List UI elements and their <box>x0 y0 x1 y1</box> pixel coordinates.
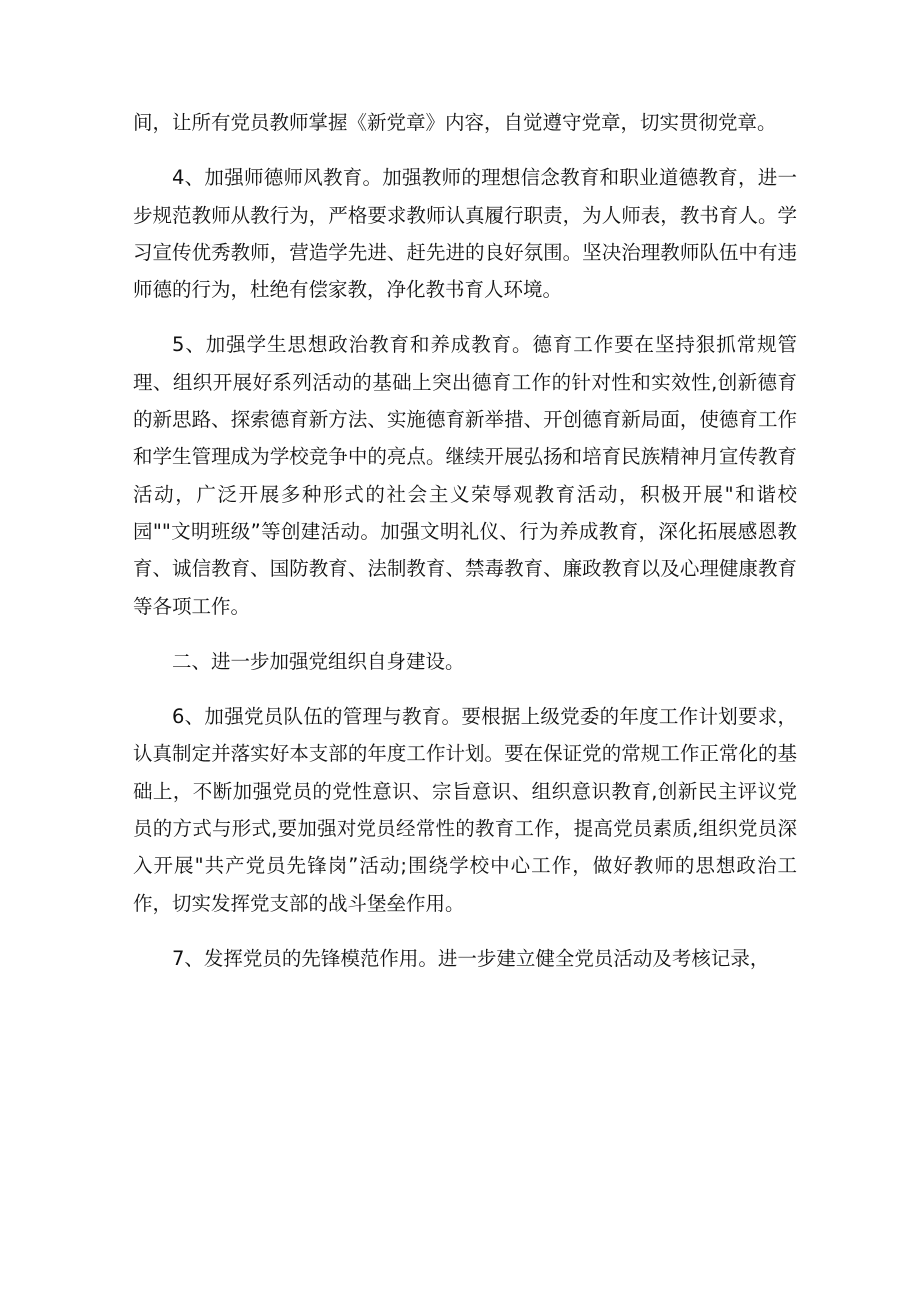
paragraph-item-5: 5、加强学生思想政治教育和养成教育。德育工作要在坚持狠抓常规管理、组织开展好系列活动的基础上突出德育工作的针对性和实效性,创新德育的新思路、探索德育新方法、实施德育新举措、开创德育新局面，使德育工作和学生管理成为学校竞争中的亮点。继续开展弘扬和培育民族精神月宣传教育活动，广泛开展多种形式的社会主义荣辱观教育活动，积极开展"和谐校园""文明班级”等创建活动。加强文明礼仪、行为养成教育，深化拓展感恩教育、诚信教育、国防教育、法制教育、禁毒教育、廉政教育以及心理健康教育等各项工作。 <box>133 333 797 618</box>
paragraph-item-7: 7、发挥党员的先锋模范作用。进一步建立健全党员活动及考核记录， <box>172 946 770 970</box>
section-heading-2: 二、进一步加强党组织自身建设。 <box>172 649 465 673</box>
paragraph-continuation: 间，让所有党员教师掌握《新党章》内容，自觉遵守党章，切实贯彻党章。 <box>133 111 777 134</box>
paragraph-item-6: 6、加强党员队伍的管理与教育。要根据上级党委的年度工作计划要求，认真制定并落实好本支部的年度工作计划。要在保证党的常规工作正常化的基础上，不断加强党员的党性意识、宗旨意识、组织意识教育,创新民主评议党员的方式与形式,要加强对党员经常性的教育工作，提高党员素质,组织党员深入开展"共产党员先锋岗”活动;围绕学校中心工作，做好教师的思想政治工作，切实发挥党支部的战斗堡垒作用。 <box>133 705 797 915</box>
document-body <box>133 104 797 995</box>
paragraph-item-4: 4、加强师德师风教育。加强教师的理想信念教育和职业道德教育，进一步规范教师从教行为，严格要求教师认真履行职责，为人师表，教书育人。学习宣传优秀教师，营造学先进、赶先进的良好氛围。坚决治理教师队伍中有违师德的行为，杜绝有偿家教，净化教书育人环境。 <box>133 166 797 302</box>
